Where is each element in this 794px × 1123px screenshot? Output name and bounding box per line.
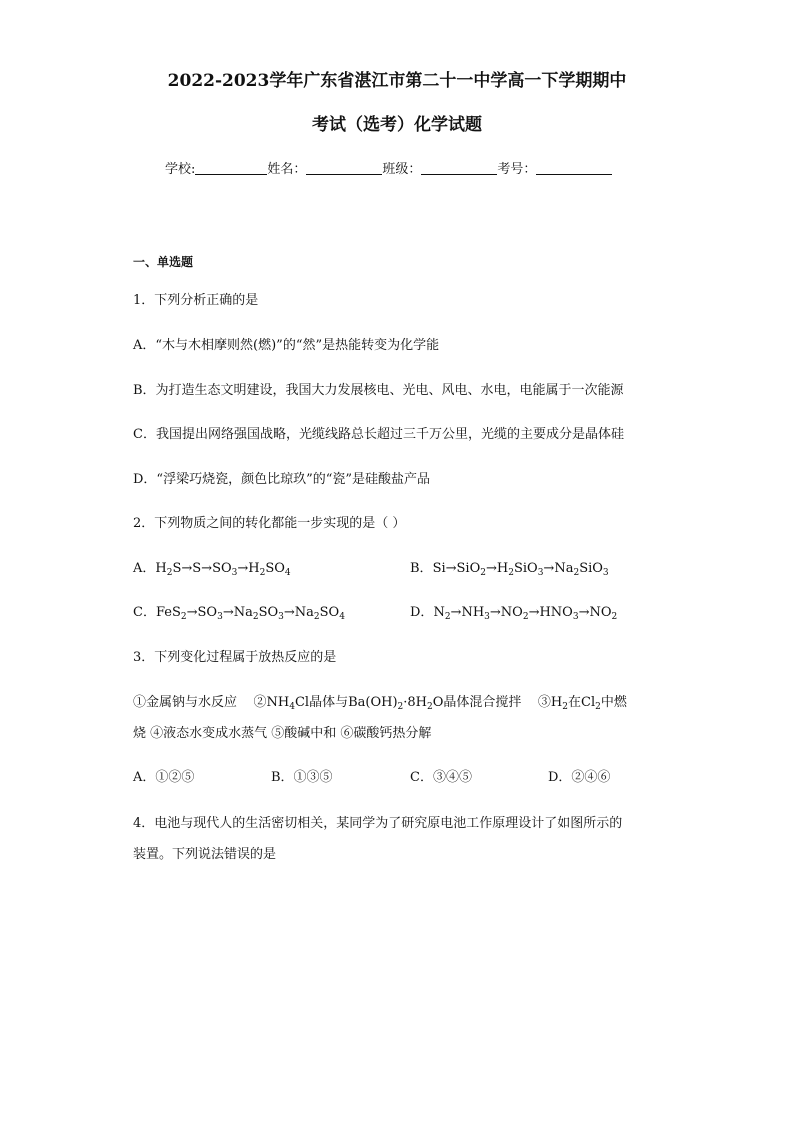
q2-option-b xyxy=(410,561,609,577)
q2-option-d-formula: $N_2\to NH_3\to NO_2\to HNO_3\to NO_2$ xyxy=(433,605,618,622)
exam-title-line1: 2022-2023学年广东省湛江市第二十一中学高一下学期期中 xyxy=(167,71,627,91)
q2-option-a xyxy=(133,561,291,577)
q1-stem: 1．下列分析正确的是 xyxy=(133,293,259,308)
q2-option-d xyxy=(410,605,617,621)
school-blank[interactable] xyxy=(195,161,267,175)
q1-option-c: C．我国提出网络强国战略，光缆线路总长超过三千万公里，光缆的主要成分是晶体硅 xyxy=(133,427,624,442)
info-fields xyxy=(165,161,612,178)
q4-stem-line2: 装置。下列说法错误的是 xyxy=(133,847,277,862)
q3-items-line2: 烧 ④液态水变成水蒸气 ⑤酸碱中和 ⑥碳酸钙热分解 xyxy=(133,726,432,741)
name-blank[interactable] xyxy=(306,161,382,175)
q3-option-d: D．②④⑥ xyxy=(548,770,611,785)
exam-number-label: 考号： xyxy=(497,162,537,177)
q3-option-b: B．①③⑤ xyxy=(271,770,333,785)
q2-option-c-formula: $FeS_2\to SO_3\to Na_2SO_3\to Na_2SO_4$ xyxy=(155,605,345,622)
section-title: 一、单选题 xyxy=(133,255,194,269)
q3-stem: 3．下列变化过程属于放热反应的是 xyxy=(133,650,337,665)
exam-number-blank[interactable] xyxy=(536,161,612,175)
q2-stem: 2．下列物质之间的转化都能一步实现的是（ ） xyxy=(133,516,406,531)
class-label: 班级： xyxy=(382,162,422,177)
q3-items-line1: ①金属钠与水反应 $②NH_4Cl$晶体与$Ba(OH)_2\cdot 8H_2O$晶体混合搅拌 $③H_2$在$Cl_2$中燃 xyxy=(133,695,627,712)
q2-option-a-label: A． xyxy=(133,561,156,576)
q2-option-d-label: D． xyxy=(410,605,434,620)
name-label: 姓名： xyxy=(267,162,307,177)
q2-option-a-formula: $H_2S\to S\to SO_3\to H_2SO_4$ xyxy=(155,561,291,578)
class-blank[interactable] xyxy=(421,161,497,175)
q3-option-a: A．①②⑤ xyxy=(133,770,195,785)
q2-option-c-label: C． xyxy=(133,605,156,620)
q2-option-c xyxy=(133,605,345,621)
q1-option-b: B．为打造生态文明建设，我国大力发展核电、光电、风电、水电，电能属于一次能源 xyxy=(133,383,624,398)
q3-option-c: C．③④⑤ xyxy=(410,770,472,785)
school-label: 学校: xyxy=(165,162,196,177)
q1-option-d: D．“浮梁巧烧瓷，颜色比琼玖”的“瓷”是硅酸盐产品 xyxy=(133,472,431,487)
q1-option-a: A．“木与木相摩则然(燃)”的“然”是热能转变为化学能 xyxy=(133,338,440,353)
q2-option-b-formula: $Si\to SiO_2\to H_2SiO_3\to Na_2SiO_3$ xyxy=(432,561,609,578)
exam-title-line2: 考试（选考）化学试题 xyxy=(312,115,482,135)
q4-stem-line1: 4．电池与现代人的生活密切相关，某同学为了研究原电池工作原理设计了如图所示的 xyxy=(133,816,623,831)
q2-option-b-label: B． xyxy=(410,561,433,576)
